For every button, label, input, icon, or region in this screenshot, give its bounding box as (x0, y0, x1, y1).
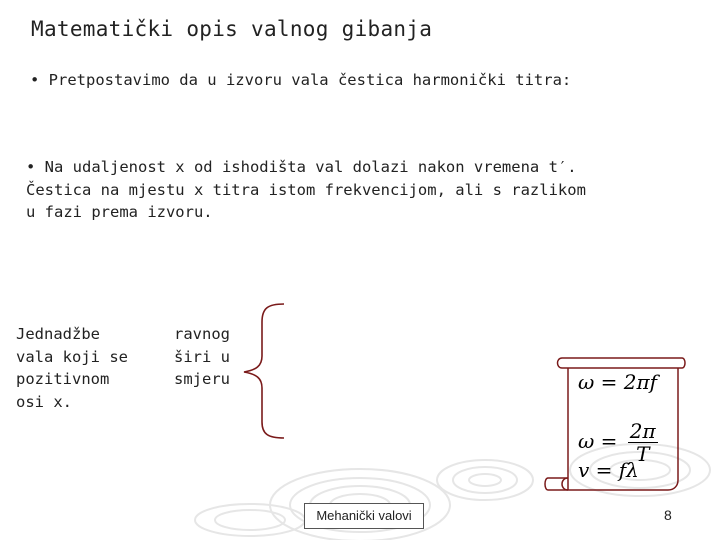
description-row (16, 368, 230, 391)
description-row (16, 391, 230, 414)
page-number: 8 (664, 507, 672, 523)
footer-label: Mehanički valovi (304, 503, 424, 529)
description-word: širi u (174, 347, 230, 366)
description-word: vala koji se (16, 347, 128, 366)
description-row (16, 323, 230, 346)
description-word: Jednadžbe (16, 325, 100, 343)
formula-velocity: v = fλ (578, 458, 639, 482)
fraction-denominator: T (636, 442, 650, 466)
description-word: ravnog (174, 325, 230, 343)
paragraph-line: Čestica na mjestu x titra istom frekvencijom, ali s razlikom (26, 180, 586, 199)
paragraph-wave-delay (26, 156, 676, 224)
paragraph-line: u fazi prema izvoru. (26, 203, 213, 221)
description-word: pozitivnom (16, 370, 110, 388)
formula-lhs: ω = (578, 429, 618, 453)
fraction-numerator: 2π (629, 419, 656, 443)
description-row (16, 346, 230, 369)
description-word: osi x. (16, 392, 72, 411)
plane-wave-description (16, 323, 230, 413)
description-word: smjeru (174, 370, 230, 388)
curly-brace (238, 300, 290, 440)
paragraph-line: • Na udaljenost x od ishodišta val dolazi nakon vremena t′. (26, 158, 577, 176)
bullet-harmonic-oscillation: • Pretpostavimo da u izvoru vala čestica harmonički titra: (30, 71, 572, 89)
slide-title: Matematički opis valnog gibanja (31, 17, 433, 41)
formula-omega-2pif: ω = 2πf (578, 370, 658, 394)
